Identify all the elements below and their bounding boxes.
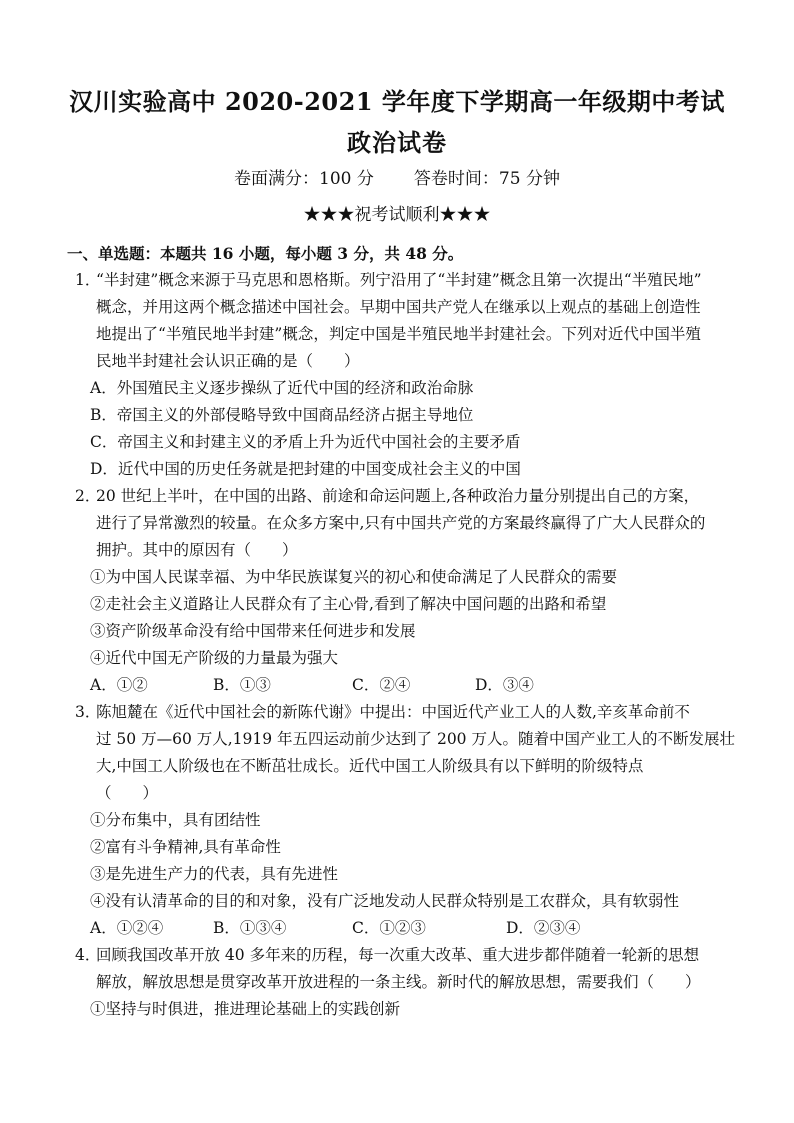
question-number: 2． [75, 487, 101, 505]
question-4 [75, 942, 725, 1023]
question-number: 1． [75, 271, 101, 289]
choice-d: D．②③④ [506, 919, 581, 937]
question-number: 3． [75, 703, 101, 721]
choice-row [75, 915, 725, 942]
question-text-line: 地提出了“半殖民地半封建”概念，判定中国是半殖民地半封建社会。下列对近代中国半殖 [96, 325, 701, 343]
section-heading: 一、单选题：本题共 16 小题，每小题 3 分，共 48 分。 [67, 244, 464, 263]
option-d: D．近代中国的历史任务就是把封建的中国变成社会主义的中国 [90, 460, 521, 478]
statement-3: ③是先进生产力的代表，具有先进性 [90, 865, 339, 883]
choice-a: A．①② [90, 676, 148, 694]
statement-3: ③资产阶级革命没有给中国带来任何进步和发展 [90, 622, 416, 640]
question-text-line: 回顾我国改革开放 40 多年来的历程，每一次重大改革、重大进步都伴随着一轮新的思想 [96, 946, 700, 964]
statement-2: ②走社会主义道路让人民群众有了主心骨,看到了解决中国问题的出路和希望 [90, 595, 607, 613]
choice-a: A．①②④ [90, 919, 164, 937]
question-text-line: 概念，并用这两个概念描述中国社会。早期中国共产党人在继承以上观点的基础上创造性 [96, 298, 701, 316]
good-luck-banner: ★★★祝考试顺利★★★ [303, 205, 491, 225]
option-c: C．帝国主义和封建主义的矛盾上升为近代中国社会的主要矛盾 [90, 433, 521, 451]
question-number: 4． [75, 946, 101, 964]
question-text-line: 进行了异常激烈的较量。在众多方案中,只有中国共产党的方案最终赢得了广大人民群众的 [96, 514, 706, 532]
question-text-line: 陈旭麓在《近代中国社会的新陈代谢》中提出：中国近代产业工人的人数,辛亥革命前不 [96, 703, 690, 721]
full-score: 卷面满分：100 分 [234, 169, 374, 189]
question-text-line: 解放，解放思想是贯穿改革开放进程的一条主线。新时代的解放思想，需要我们（ ） [96, 973, 701, 991]
statement-4: ④没有认清革命的目的和对象，没有广泛地发动人民群众特别是工农群众，具有软弱性 [90, 892, 680, 910]
exam-time: 答卷时间：75 分钟 [413, 169, 560, 189]
question-text-line: 拥护。其中的原因有（ ） [96, 541, 298, 559]
choice-d: D．③④ [475, 676, 534, 694]
question-2 [75, 483, 725, 699]
question-3 [75, 699, 735, 942]
question-text-line: 20 世纪上半叶，在中国的出路、前途和命运问题上,各种政治力量分别提出自己的方案， [96, 487, 700, 505]
choice-c: C．②④ [352, 676, 411, 694]
option-a: A．外国殖民主义逐步操纵了近代中国的经济和政治命脉 [90, 379, 474, 397]
question-text-line: 民地半封建社会认识正确的是（ ） [96, 352, 360, 370]
statement-1: ①分布集中，具有团结性 [90, 811, 261, 829]
statement-2: ②富有斗争精神,具有革命性 [90, 838, 281, 856]
choice-b: B．①③④ [213, 919, 287, 937]
statement-1: ①坚持与时俱进，推进理论基础上的实践创新 [90, 1000, 401, 1018]
exam-title: 汉川实验高中 2020-2021 学年度下学期高一年级期中考试 [69, 87, 725, 116]
question-text-line: 过 50 万—60 万人,1919 年五四运动前少达到了 200 万人。随着中国产业工人的不断发展壮 [96, 730, 735, 748]
exam-meta [0, 164, 794, 189]
choice-b: B．①③ [213, 676, 271, 694]
question-text-line: 大,中国工人阶级也在不断茁壮成长。近代中国工人阶级具有以下鲜明的阶级特点 [96, 757, 644, 775]
statement-1: ①为中国人民谋幸福、为中华民族谋复兴的初心和使命满足了人民群众的需要 [90, 568, 618, 586]
exam-subtitle: 政治试卷 [347, 128, 447, 157]
question-text-line: “半封建”概念来源于马克思和恩格斯。列宁沿用了“半封建”概念且第一次提出“半殖民地” [96, 271, 702, 289]
choice-row [75, 672, 725, 699]
question-body [67, 240, 735, 1023]
answer-parentheses: （ ） [96, 784, 159, 802]
choice-c: C．①②③ [352, 919, 426, 937]
statement-4: ④近代中国无产阶级的力量最为强大 [90, 649, 339, 667]
question-1 [75, 267, 725, 483]
option-b: B．帝国主义的外部侵略导致中国商品经济占据主导地位 [90, 406, 474, 424]
